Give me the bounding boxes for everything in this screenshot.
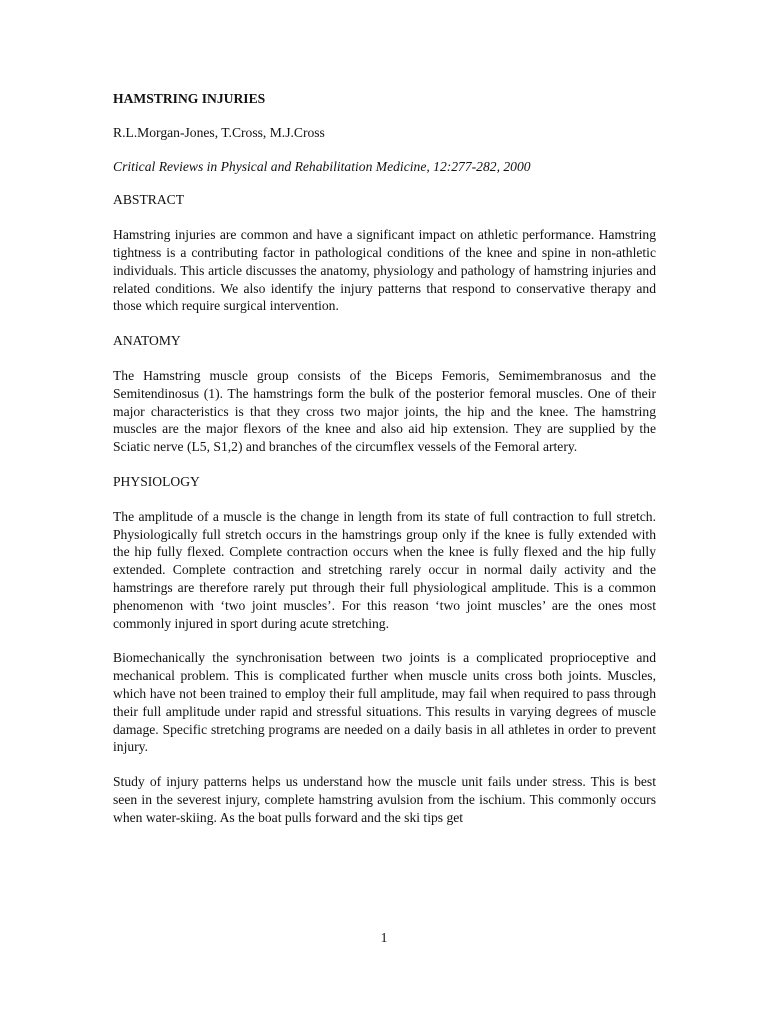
paper-citation: Critical Reviews in Physical and Rehabilitation Medicine, 12:277-282, 2000 <box>113 158 531 174</box>
abstract-paragraph: Hamstring injuries are common and have a significant impact on athletic performance. Hamstring tightness is a contributing factor in pathological conditions of the knee and spine in non-athletic individuals. This article discusses the anatomy, physiology and pathology of hamstring injuries and related conditions. We also identify the injury patterns that respond to conservative therapy and those which require surgical intervention. <box>113 227 656 314</box>
physiology-paragraph-2: Biomechanically the synchronisation between two joints is a complicated proprioceptive and mechanical problem. This is complicated further when muscle units cross both joints. Muscles, which have not been trained to employ their full amplitude, may fail when required to pass through their full amplitude under rapid and stressful situations. This results in varying degrees of muscle damage. Specific stretching programs are needed on a daily basis in all athletes in order to prevent injury. <box>113 650 656 755</box>
anatomy-paragraph: The Hamstring muscle group consists of the Biceps Femoris, Semimembranosus and the Semitendinosus (1). The hamstrings form the bulk of the posterior femoral muscles. One of their major characteristics is that they cross two major joints, the hip and the knee. The hamstring muscles are the major flexors of the knee and also aid hip extension. They are supplied by the Sciatic nerve (L5, S1,2) and branches of the circumflex vessels of the Femoral artery. <box>113 367 656 455</box>
section-heading-abstract: ABSTRACT <box>113 192 185 208</box>
page-content <box>113 90 656 827</box>
physiology-paragraph-3: Study of injury patterns helps us understand how the muscle unit fails under stress. This is best seen in the severest injury, complete hamstring avulsion from the ischium. This commonly occurs when water-skiing. As the boat pulls forward and the ski tips get <box>113 774 656 825</box>
physiology-paragraph-1: The amplitude of a muscle is the change in length from its state of full contraction to full stretch. Physiologically full stretch occurs in the hamstrings group only if the knee is fully extended with the hip fully flexed. Complete contraction occurs when the knee is fully flexed and the hip fully extended. Complete contraction and stretching rarely occur in normal daily activity and the hamstrings are therefore rarely put through their full physiological amplitude. This is a common phenomenon with ‘two joint muscles’. For this reason ‘two joint muscles’ are the ones most commonly injured in sport during acute stretching. <box>113 508 656 631</box>
section-heading-physiology: PHYSIOLOGY <box>113 473 200 489</box>
paper-authors: R.L.Morgan-Jones, T.Cross, M.J.Cross <box>113 124 325 140</box>
paper-title: HAMSTRING INJURIES <box>113 91 266 106</box>
page-number: 1 <box>380 930 388 945</box>
section-heading-anatomy: ANATOMY <box>113 333 181 349</box>
